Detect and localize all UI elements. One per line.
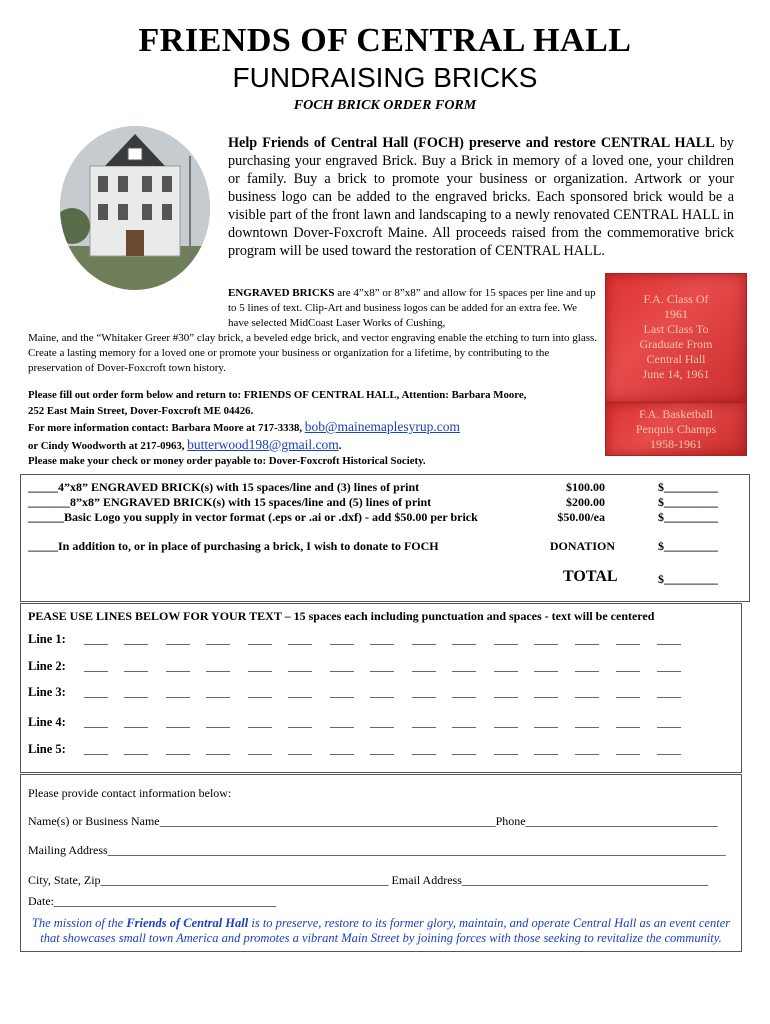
character-blank[interactable]: ____ [616, 632, 640, 646]
brick-text-line: Graduate From [639, 337, 713, 351]
price-4x8: $100.00 [566, 480, 605, 494]
character-blank[interactable]: ____ [616, 685, 640, 699]
building-illustration [60, 126, 210, 290]
character-blank[interactable]: ____ [288, 742, 312, 756]
donation-amount[interactable]: $_________ [658, 539, 718, 553]
price-logo: $50.00/ea [557, 510, 605, 524]
engraved-info-continued: Maine, and the “Whitaker Greer #30” clay brick, a beveled edge brick, and vector engraving enable the etching to turn into glass. Create a lasting memory for a loved one or promote your business or organization for a lifetime, by contributing to the preservation of Dover-Foxcroft town history. [28, 332, 598, 374]
character-blank[interactable]: ____ [657, 742, 681, 756]
character-blank[interactable]: ____ [657, 685, 681, 699]
character-blank[interactable]: ____ [124, 715, 148, 729]
email-link-cindy[interactable]: butterwood198@gmail.com [187, 436, 339, 452]
lines-instruction: PEASE USE LINES BELOW FOR YOUR TEXT – 15 spaces each including punctuation and spaces - text will be centered [28, 609, 655, 623]
character-blank[interactable]: ____ [84, 685, 108, 699]
character-blank[interactable]: ____ [575, 632, 599, 646]
brick-text-line: June 14, 1961 [642, 367, 710, 381]
brick-text-line: F.A. Class Of [643, 292, 709, 306]
line-label: Line 5: [28, 742, 66, 756]
character-blank[interactable]: ____ [124, 632, 148, 646]
brick-text-line: Penquis Champs [635, 422, 717, 436]
character-blank[interactable]: ____ [494, 659, 518, 673]
character-blank[interactable]: ____ [84, 742, 108, 756]
character-blank[interactable]: ____ [248, 715, 272, 729]
character-blank[interactable]: ____ [370, 685, 394, 699]
name-phone-field[interactable]: Name(s) or Business Name________________________________________________________Phone________________________________ [28, 814, 718, 828]
page-title: FRIENDS OF CENTRAL HALL [138, 22, 632, 59]
character-blank[interactable]: ____ [124, 742, 148, 756]
date-field[interactable]: Date:_____________________________________ [28, 894, 276, 908]
brick-text-line: 1958-1961 [650, 437, 702, 451]
character-blank[interactable]: ____ [575, 715, 599, 729]
amount-4x8[interactable]: $_________ [658, 480, 718, 494]
email-link-barbara[interactable]: bob@mainemaplesyrup.com [304, 419, 461, 434]
character-blank[interactable]: ____ [84, 659, 108, 673]
return-line-3: For more information contact: Barbara Moore at 717-3338, [28, 422, 305, 434]
return-line-4: or Cindy Woodworth at 217-0963, [28, 439, 188, 452]
character-blank[interactable]: ____ [288, 659, 312, 673]
central-hall-photo [60, 126, 210, 290]
total-amount[interactable]: $_________ [658, 572, 718, 586]
character-blank[interactable]: ____ [330, 632, 354, 646]
intro-body: by purchasing your engraved Brick. Buy a Brick in memory of a loved one, your children or family. Buy a brick to promote your business or organization. Artwork or your business logo can be added to the engraved bricks. Each sponsored brick would be a visible part of the front lawn and landscaping to a newly renovated CENTRAL HALL in downtown Dover-Foxcroft Maine. All proceeds raised from the commemorative brick program will be used toward the restoration of CENTRAL HALL. [228, 135, 735, 259]
mission-statement [22, 916, 740, 946]
character-blank[interactable]: ____ [330, 659, 354, 673]
form-title: FOCH BRICK ORDER FORM [293, 98, 477, 113]
character-blank[interactable]: ____ [84, 632, 108, 646]
character-blank[interactable]: ____ [248, 632, 272, 646]
character-blank[interactable]: ____ [452, 742, 476, 756]
character-blank[interactable]: ____ [166, 632, 190, 646]
character-blank[interactable]: ____ [124, 659, 148, 673]
character-blank[interactable]: ____ [248, 659, 272, 673]
character-blank[interactable]: ____ [330, 742, 354, 756]
character-blank[interactable]: ____ [166, 742, 190, 756]
character-blank[interactable]: ____ [412, 659, 436, 673]
city-email-field[interactable]: City, State, Zip________________________________________________ Email Address_________________________________________ [28, 873, 708, 887]
mailing-address-field[interactable]: Mailing Address_______________________________________________________________________________________________________ [28, 843, 726, 857]
character-blank[interactable]: ____ [124, 685, 148, 699]
character-blank[interactable]: ____ [206, 632, 230, 646]
character-blank[interactable]: ____ [575, 659, 599, 673]
order-row-4x8[interactable]: _____4”x8” ENGRAVED BRICK(s) with 15 spaces/line and (3) lines of print [28, 480, 420, 494]
character-blank[interactable]: ____ [412, 715, 436, 729]
character-blank[interactable]: ____ [494, 685, 518, 699]
character-blank[interactable]: ____ [575, 742, 599, 756]
character-blank[interactable]: ____ [248, 742, 272, 756]
character-blank[interactable]: ____ [288, 685, 312, 699]
donation-row[interactable]: _____In addition to, or in place of purchasing a brick, I wish to donate to FOCH [28, 539, 439, 553]
brick-photo-class-1961 [605, 273, 747, 403]
character-blank[interactable]: ____ [616, 742, 640, 756]
character-blank[interactable]: ____ [166, 715, 190, 729]
character-blank[interactable]: ____ [370, 715, 394, 729]
line-label: Line 1: [28, 632, 66, 646]
character-blank[interactable]: ____ [534, 632, 558, 646]
character-blank[interactable]: ____ [534, 659, 558, 673]
character-blank[interactable]: ____ [452, 715, 476, 729]
brick-text-line: 1961 [664, 307, 688, 321]
brick-photo-basketball [605, 402, 747, 456]
character-blank[interactable]: ____ [288, 715, 312, 729]
return-info [28, 388, 608, 470]
character-blank[interactable]: ____ [166, 685, 190, 699]
character-blank[interactable]: ____ [370, 742, 394, 756]
brick-text-line: F.A. Basketball [638, 407, 714, 421]
character-blank[interactable]: ____ [657, 659, 681, 673]
contact-heading: Please provide contact information below: [28, 786, 232, 800]
return-line-1: Please fill out order form below and return to: FRIENDS OF CENTRAL HALL, Attention: Barbara Moore, [28, 389, 527, 401]
mission-pre: The mission of the [31, 916, 127, 930]
return-line-2: 252 East Main Street, Dover-Foxcroft ME 04426. [28, 404, 254, 417]
character-blank[interactable]: ____ [370, 659, 394, 673]
intro-paragraph [228, 134, 734, 260]
character-blank[interactable]: ____ [575, 685, 599, 699]
character-blank[interactable]: ____ [288, 632, 312, 646]
total-label: TOTAL [563, 568, 618, 585]
page-subtitle: FUNDRAISING BRICKS [232, 62, 538, 93]
donation-label: DONATION [549, 539, 615, 553]
character-blank[interactable]: ____ [616, 659, 640, 673]
return-line-5: Please make your check or money order payable to: Dover-Foxcroft Historical Society. [28, 455, 426, 467]
character-blank[interactable]: ____ [616, 715, 640, 729]
brick-text-line: Last Class To [643, 322, 709, 336]
character-blank[interactable]: ____ [494, 715, 518, 729]
line-label: Line 2: [28, 659, 66, 673]
character-blank[interactable]: ____ [166, 659, 190, 673]
character-blank[interactable]: ____ [206, 742, 230, 756]
character-blank[interactable]: ____ [248, 685, 272, 699]
character-blank[interactable]: ____ [494, 742, 518, 756]
character-blank[interactable]: ____ [452, 632, 476, 646]
order-row-8x8[interactable]: _______8”x8” ENGRAVED BRICK(s) with 15 spaces/line and (5) lines of print [28, 495, 432, 509]
engraved-label: ENGRAVED BRICKS [228, 287, 335, 299]
character-blank[interactable]: ____ [206, 685, 230, 699]
character-blank[interactable]: ____ [452, 685, 476, 699]
brick-text-line: Central Hall [646, 352, 706, 366]
character-blank[interactable]: ____ [412, 685, 436, 699]
character-blank[interactable]: ____ [494, 632, 518, 646]
character-blank[interactable]: ____ [412, 632, 436, 646]
amount-logo[interactable]: $_________ [658, 510, 718, 524]
character-blank[interactable]: ____ [452, 659, 476, 673]
return-line-4-end: . [338, 439, 342, 452]
character-blank[interactable]: ____ [370, 632, 394, 646]
character-blank[interactable]: ____ [206, 715, 230, 729]
character-blank[interactable]: ____ [84, 715, 108, 729]
character-blank[interactable]: ____ [534, 715, 558, 729]
line-label: Line 4: [28, 715, 66, 729]
character-blank[interactable]: ____ [657, 715, 681, 729]
character-blank[interactable]: ____ [534, 742, 558, 756]
mission-org-name: Friends of Central Hall [126, 916, 249, 930]
amount-8x8[interactable]: $_________ [658, 495, 718, 509]
price-8x8: $200.00 [566, 495, 605, 509]
engraved-text-1: are 4”x8” or 8”x8” and allow for 15 spaces per line and up to 5 lines of text. Clip-Art and business logos can be added for an extra fee. We have selected MidCoast Laser Works of Cushing, [228, 287, 596, 329]
order-row-logo[interactable]: ______Basic Logo you supply in vector format (.eps or .ai or .dxf) - add $50.00 per brick [28, 510, 478, 524]
mission-post: is to preserve, restore to its former glory, maintain, and operate Central Hall as an event center that showcases small town America and promotes a vibrant Main Street by joining forces with those seeking to revitalize the community. [40, 916, 731, 945]
character-blank[interactable]: ____ [657, 632, 681, 646]
character-blank[interactable]: ____ [330, 715, 354, 729]
intro-lead: Help Friends of Central Hall (FOCH) preserve and restore CENTRAL HALL [228, 135, 715, 151]
character-blank[interactable]: ____ [330, 685, 354, 699]
character-blank[interactable]: ____ [412, 742, 436, 756]
engraved-info [228, 286, 598, 331]
character-blank[interactable]: ____ [534, 685, 558, 699]
line-label: Line 3: [28, 685, 66, 699]
character-blank[interactable]: ____ [206, 659, 230, 673]
